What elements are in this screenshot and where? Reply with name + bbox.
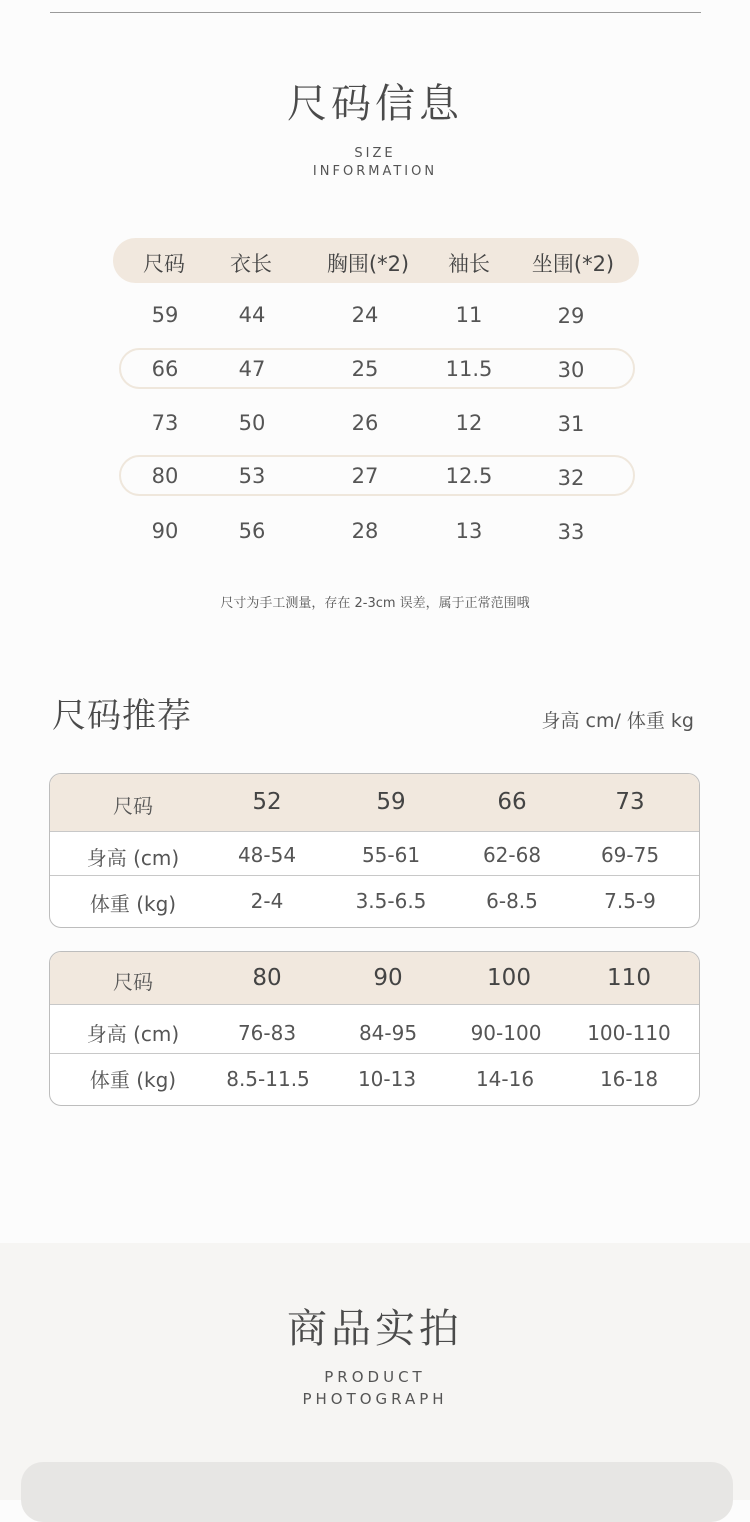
height-value: 69-75	[600, 843, 660, 867]
size-cell: 29	[557, 304, 585, 328]
size-value: 110	[607, 965, 651, 991]
size-cell: 30	[557, 358, 585, 382]
size-info-subtitle	[0, 145, 750, 181]
size-header-cell: 坐围(*2)	[531, 252, 615, 276]
size-label: 尺码	[113, 794, 153, 818]
height-value: 84-95	[358, 1021, 418, 1045]
size-cell: 73	[151, 411, 179, 435]
product-photo-subtitle-line2: PHOTOGRAPH	[302, 1390, 448, 1408]
weight-value: 14-16	[475, 1067, 535, 1091]
height-value: 62-68	[482, 843, 542, 867]
size-cell: 27	[351, 464, 379, 488]
size-cell: 90	[151, 519, 179, 543]
top-divider	[50, 12, 701, 13]
weight-value: 8.5-11.5	[226, 1067, 310, 1091]
weight-value: 7.5-9	[604, 889, 656, 913]
measurement-note: 尺寸为手工测量，存在 2-3cm 误差，属于正常范围哦	[220, 596, 530, 611]
size-value: 90	[373, 965, 403, 991]
size-header-cell: 胸围(*2)	[326, 252, 410, 276]
product-photo-title: 商品实拍	[287, 1306, 463, 1352]
height-value: 76-83	[237, 1021, 297, 1045]
height-value: 48-54	[237, 843, 297, 867]
size-value: 73	[615, 789, 645, 815]
size-cell: 47	[238, 357, 266, 381]
recommend-unit: 身高 cm/ 体重 kg	[541, 710, 694, 732]
weight-label: 体重 (kg)	[89, 1068, 177, 1092]
weight-value: 3.5-6.5	[355, 889, 427, 913]
size-cell: 13	[455, 519, 483, 543]
height-value: 90-100	[470, 1021, 542, 1045]
size-cell: 11	[455, 303, 483, 327]
size-cell: 80	[151, 464, 179, 488]
height-label: 身高 (cm)	[86, 846, 180, 870]
product-photo-card	[21, 1462, 733, 1522]
size-header-cell: 衣长	[230, 252, 272, 276]
size-cell: 44	[238, 303, 266, 327]
height-label: 身高 (cm)	[86, 1022, 180, 1046]
size-cell: 32	[557, 466, 585, 490]
size-cell: 12.5	[445, 464, 493, 488]
size-value: 52	[252, 789, 282, 815]
weight-value: 10-13	[357, 1067, 417, 1091]
weight-value: 16-18	[599, 1067, 659, 1091]
recommend-title: 尺码推荐	[52, 696, 192, 736]
recommend-table-1	[49, 773, 700, 928]
size-info-subtitle-line1: SIZE	[354, 146, 396, 161]
size-cell: 25	[351, 357, 379, 381]
size-cell: 24	[351, 303, 379, 327]
size-info-subtitle-line2: INFORMATION	[312, 164, 438, 179]
size-header-cell: 袖长	[448, 252, 490, 276]
size-value: 80	[252, 965, 282, 991]
row-divider	[50, 1053, 699, 1054]
product-photo-subtitle-line1: PRODUCT	[324, 1368, 426, 1386]
size-cell: 11.5	[445, 357, 493, 381]
weight-value: 2-4	[250, 889, 284, 913]
size-cell: 66	[151, 357, 179, 381]
size-label: 尺码	[113, 970, 153, 994]
size-cell: 31	[557, 412, 585, 436]
row-divider	[50, 875, 699, 876]
product-photo-subtitle	[0, 1366, 750, 1410]
size-cell: 28	[351, 519, 379, 543]
size-cell: 53	[238, 464, 266, 488]
size-info-title: 尺码信息	[287, 81, 463, 127]
size-header-cell: 尺码	[143, 252, 185, 276]
height-value: 55-61	[361, 843, 421, 867]
size-value: 100	[487, 965, 531, 991]
size-cell: 56	[238, 519, 266, 543]
size-value: 66	[497, 789, 527, 815]
weight-value: 6-8.5	[486, 889, 538, 913]
size-cell: 33	[557, 520, 585, 544]
weight-label: 体重 (kg)	[89, 892, 177, 916]
recommend-table-2	[49, 951, 700, 1106]
height-value: 100-110	[587, 1021, 671, 1045]
size-cell: 12	[455, 411, 483, 435]
size-cell: 59	[151, 303, 179, 327]
size-cell: 26	[351, 411, 379, 435]
size-value: 59	[376, 789, 406, 815]
size-cell: 50	[238, 411, 266, 435]
